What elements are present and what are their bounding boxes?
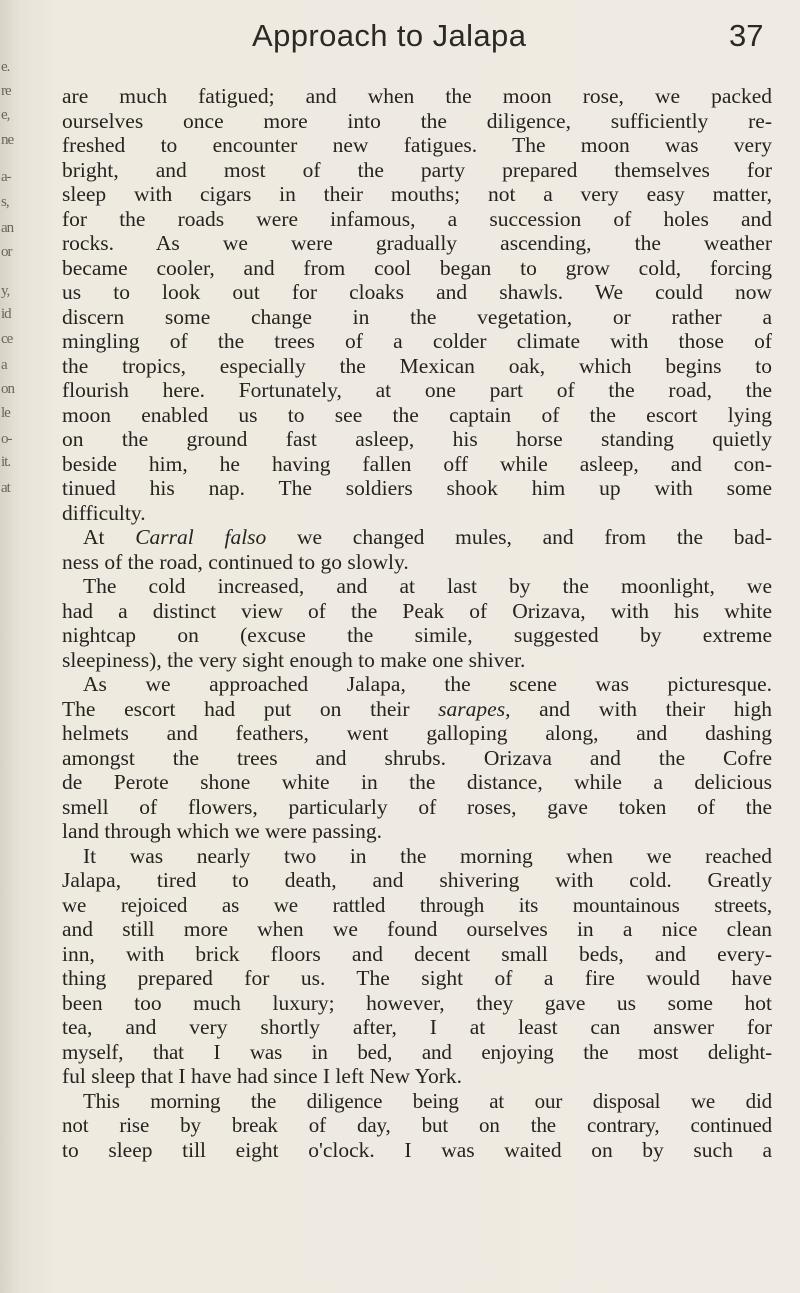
text-line: ness of the road, continued to go slowly. [62, 549, 409, 574]
text-line: beside him, he having fallen off while asleep, and con- [62, 451, 772, 476]
text-line: not rise by break of day, but on the contrary, continued [62, 1113, 772, 1137]
gutter-fragment: y, [1, 283, 10, 299]
gutter-fragment: ne [1, 132, 14, 148]
foreign-term: sarapes, [438, 696, 511, 721]
gutter-fragment: le [1, 405, 10, 421]
text-line: had a distinct view of the Peak of Orizava, with his white [62, 598, 772, 623]
text-line [62, 525, 772, 550]
text-line: bright, and most of the party prepared themselves for [62, 157, 772, 182]
text-line: to sleep till eight o'clock. I was waited on by such a [62, 1137, 772, 1162]
text-run: At [83, 525, 105, 549]
paragraph [62, 525, 772, 574]
text-line: we rejoiced as we rattled through its mountainous streets, [62, 892, 772, 917]
running-title: Approach to Jalapa [252, 18, 527, 53]
paragraph [62, 84, 772, 525]
text-line: sleep with cigars in their mouths; not a very easy matter, [62, 182, 772, 206]
gutter-fragment: re [1, 83, 11, 99]
gutter-fragment: a- [1, 169, 11, 185]
text-run: we changed mules, and from the bad- [297, 525, 773, 549]
paragraph [62, 574, 772, 672]
text-line: on the ground fast asleep, his horse standing quietly [62, 427, 772, 451]
text-line: rocks. As we were gradually ascending, the weather [62, 231, 772, 255]
gutter-fragment: at [1, 480, 10, 496]
text-line: smell of flowers, particularly of roses, gave token of the [62, 794, 772, 819]
text-line: The cold increased, and at last by the moonlight, we [83, 574, 772, 598]
text-line: ourselves once more into the diligence, sufficiently re- [62, 108, 772, 133]
facing-page-gutter [0, 60, 16, 680]
text-line: became cooler, and from cool began to grow cold, forcing [62, 255, 772, 280]
text-line: tinued his nap. The soldiers shook him up with some [62, 476, 772, 500]
gutter-fragment: id [1, 306, 11, 322]
place-name: Carral falso [135, 525, 267, 549]
gutter-fragment: a [1, 357, 7, 373]
text-line: sleepiness), the very sight enough to make one shiver. [62, 647, 526, 672]
text-run: and with their high [539, 696, 773, 721]
text-line: discern some change in the vegetation, or rather a [62, 304, 772, 329]
gutter-fragment: e, [1, 107, 10, 123]
paragraph [62, 844, 772, 1089]
text-line: As we approached Jalapa, the scene was picturesque. [83, 672, 772, 696]
gutter-fragment: e. [1, 60, 10, 75]
text-line: de Perote shone white in the distance, while a delicious [62, 770, 772, 794]
gutter-fragment: or [1, 244, 12, 260]
text-line: land through which we were passing. [62, 819, 383, 843]
text-line: for the roads were infamous, a succession of holes and [62, 206, 772, 231]
text-line: flourish here. Fortunately, at one part of the road, the [62, 378, 772, 402]
text-line: difficulty. [62, 500, 146, 525]
gutter-fragment: ce [1, 331, 13, 347]
text-line: ful sleep that I have had since I left New York. [62, 1064, 463, 1088]
text-run: The escort had put on their [62, 696, 410, 721]
text-line: the tropics, especially the Mexican oak, which begins to [62, 353, 772, 378]
text-line: thing prepared for us. The sight of a fire would have [62, 966, 772, 990]
paragraph [62, 672, 772, 844]
gutter-fragment: it. [1, 454, 11, 470]
text-line: inn, with brick floors and decent small beds, and every- [62, 941, 772, 966]
text-line: It was nearly two in the morning when we reached [83, 843, 772, 868]
text-line: This morning the diligence being at our disposal we did [83, 1088, 772, 1113]
gutter-fragment: s, [1, 194, 9, 210]
text-line: and still more when we found ourselves in a nice clean [62, 917, 772, 941]
gutter-fragment: an [1, 220, 14, 236]
text-line: moon enabled us to see the captain of the escort lying [62, 402, 772, 427]
text-line: been too much luxury; however, they gave us some hot [62, 990, 772, 1015]
gutter-fragment: on [1, 381, 14, 397]
text-line: myself, that I was in bed, and enjoying the most delight- [62, 1039, 772, 1064]
text-line: helmets and feathers, went galloping along, and dashing [62, 721, 772, 745]
text-line: Jalapa, tired to death, and shivering with cold. Greatly [62, 868, 772, 892]
paragraph [62, 1089, 772, 1163]
text-line: tea, and very shortly after, I at least can answer for [62, 1015, 772, 1039]
text-line: amongst the trees and shrubs. Orizava and the Cofre [62, 745, 772, 770]
text-line: mingling of the trees of a colder climate with those of [62, 329, 772, 353]
page-number: 37 [729, 18, 764, 53]
text-line [62, 697, 772, 722]
body-text [62, 84, 772, 1162]
text-line: freshed to encounter new fatigues. The moon was very [62, 133, 772, 157]
gutter-fragment: o- [1, 431, 12, 447]
text-line: us to look out for cloaks and shawls. We could now [62, 280, 772, 304]
text-line: are much fatigued; and when the moon rose, we packed [62, 84, 772, 108]
text-line: nightcap on (excuse the simile, suggested by extreme [62, 623, 772, 647]
